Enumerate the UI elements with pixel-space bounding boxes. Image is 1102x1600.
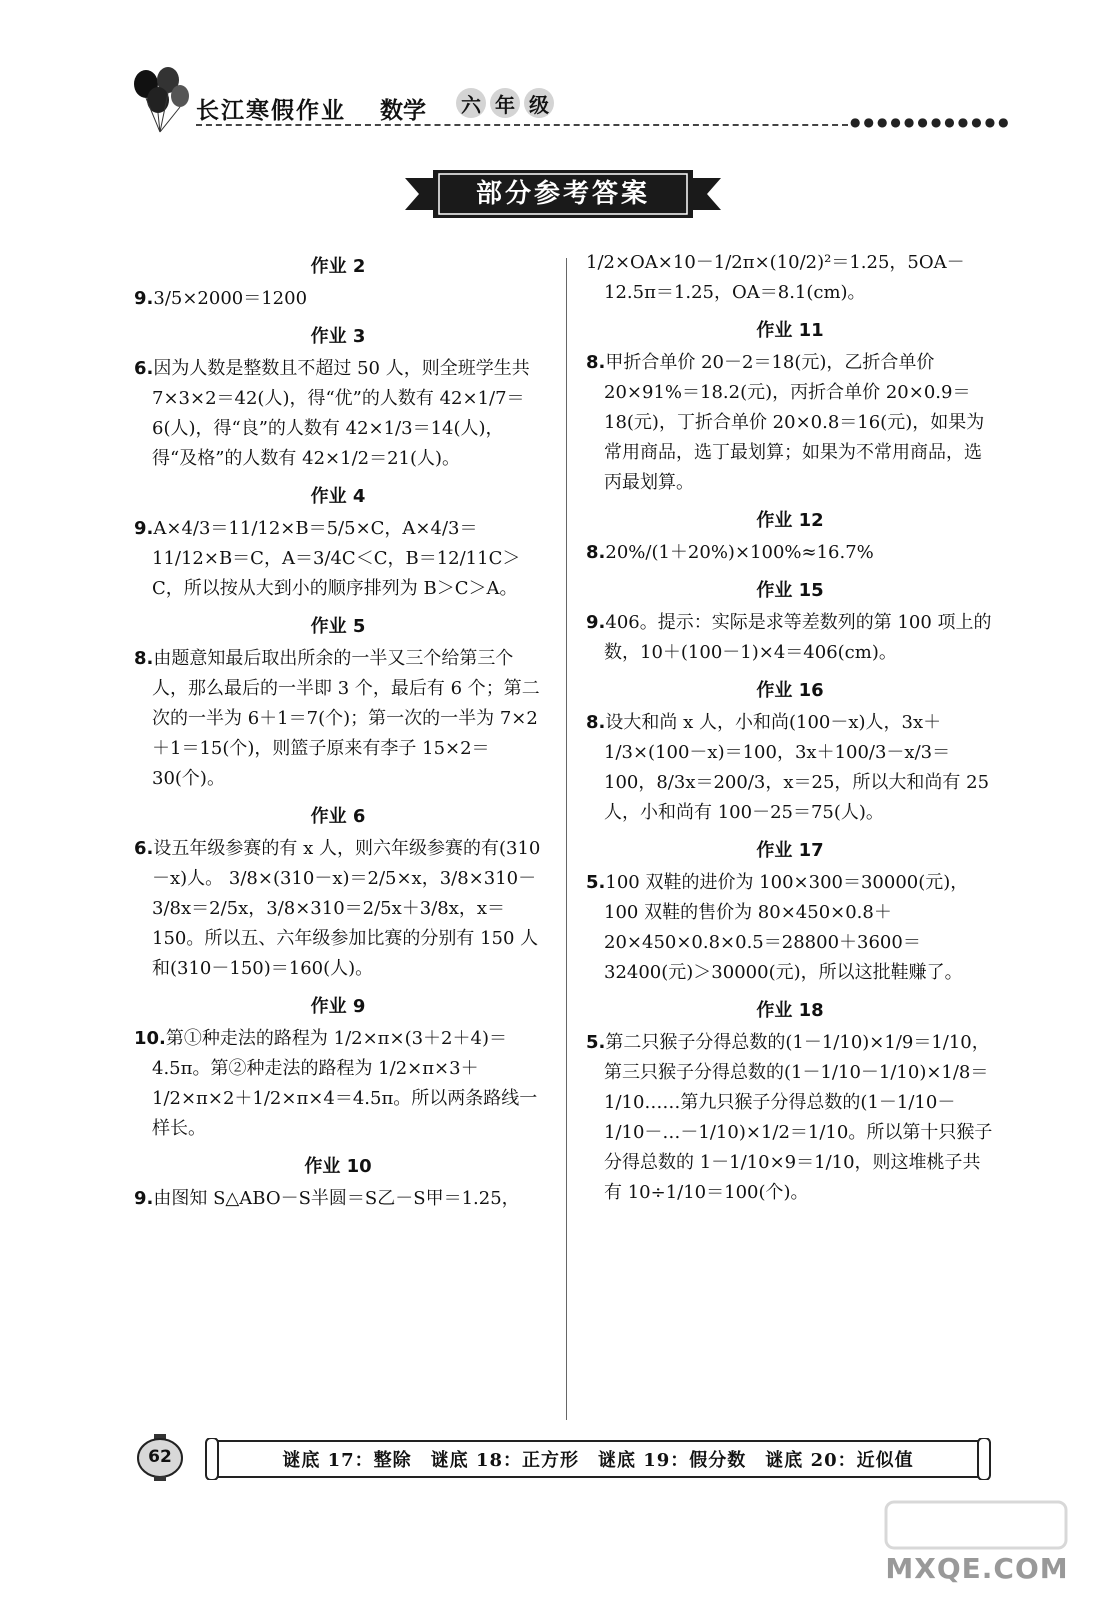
question-number: 6. — [134, 358, 154, 379]
answer-text: 406。提示：实际是求等差数列的第 100 项上的数，10＋(100－1)×4＝406(cm)。 — [604, 612, 992, 663]
grade-char: 六 — [456, 88, 486, 118]
homework-heading: 作业 10 — [304, 1156, 372, 1177]
question-number: 9. — [134, 1188, 154, 1209]
homework-heading: 作业 11 — [756, 320, 824, 341]
watermark-text: MXQE.COM — [885, 1552, 1069, 1585]
answer-item — [586, 608, 994, 668]
answer-item — [134, 1024, 542, 1144]
grade-char: 级 — [524, 88, 554, 118]
answer-text: 由图知 S△ABO－S半圆＝S乙－S甲＝1.25， — [153, 1188, 520, 1209]
homework-heading: 作业 2 — [310, 256, 366, 277]
answer-item — [586, 868, 994, 988]
answer-item — [586, 248, 994, 308]
answer-text: 设五年级参赛的有 x 人，则六年级参赛的有(310－x)人。 3/8×(310－x)＝2/5×x，3/8×310－3/8x＝2/5x，3/8×310＝2/5x＋3/8x，x＝150。所以五、六年级参加比赛的分别有 150 人和(310－150)＝160(人)。 — [152, 838, 541, 979]
answer-text: A×4/3＝11/12×B＝5/5×C，A×4/3＝11/12×B＝C，A＝3/4C＜C，B＝12/11C＞C，所以按从大到小的顺序排列为 B＞C＞A。 — [152, 518, 521, 599]
homework-heading: 作业 18 — [756, 1000, 824, 1021]
homework-heading: 作业 17 — [756, 840, 824, 861]
question-number: 10. — [134, 1028, 166, 1049]
homework-heading: 作业 5 — [310, 616, 366, 637]
question-number: 8. — [586, 542, 606, 563]
answer-text: 20%/(1＋20%)×100%≈16.7% — [605, 542, 874, 563]
column-divider — [566, 258, 567, 1420]
answer-text: 设大和尚 x 人，小和尚(100－x)人，3x＋1/3×(100－x)＝100，3x＋100/3－x/3＝100，8/3x＝200/3，x＝25，所以大和尚有 25 人，小和尚有 100－25＝75(人)。 — [604, 712, 990, 823]
answer-text: 第二只猴子分得总数的(1－1/10)×1/9＝1/10，第三只猴子分得总数的(1－1/10－1/10)×1/8＝1/10……第九只猴子分得总数的(1－1/10－1/10－…－1/10)×1/2＝1/10。所以第十只猴子分得总数的 1－1/10×9＝1/10，则这堆桃子共有 10÷1/10＝100(个)。 — [604, 1032, 993, 1203]
question-number: 9. — [134, 518, 154, 539]
answers-right-column — [586, 248, 994, 1216]
question-number: 9. — [586, 612, 606, 633]
header-divider — [196, 124, 848, 126]
answer-item — [134, 834, 542, 984]
question-number: 8. — [134, 648, 154, 669]
homework-heading: 作业 12 — [756, 510, 824, 531]
homework-heading: 作业 15 — [756, 580, 824, 601]
question-number: 8. — [586, 352, 606, 373]
answer-item — [134, 644, 542, 794]
question-number: 5. — [586, 1032, 606, 1053]
answer-item — [134, 1184, 542, 1214]
answer-item — [586, 538, 994, 568]
homework-heading: 作业 3 — [310, 326, 366, 347]
homework-heading: 作业 9 — [310, 996, 366, 1017]
answer-item — [586, 708, 994, 828]
answer-item — [586, 348, 994, 498]
answer-item — [134, 354, 542, 474]
answer-item — [586, 1028, 994, 1208]
answer-item — [134, 514, 542, 604]
question-number: 8. — [586, 712, 606, 733]
homework-heading: 作业 4 — [310, 486, 366, 507]
banner-title: 部分参考答案 — [475, 179, 650, 209]
page-number: 62 — [148, 1447, 172, 1467]
header-dots: ●●●●●●●●●●●● — [850, 115, 1012, 129]
subject-label: 数学 — [380, 98, 426, 124]
answer-text: 因为人数是整数且不超过 50 人，则全班学生共 7×3×2＝42(人)，得“优”的人数有 42×1/7＝6(人)，得“良”的人数有 42×1/3＝14(人)，得“及格”的人数有 42×1/2＝21(人)。 — [152, 358, 530, 469]
question-number: 5. — [586, 872, 606, 893]
book-title: 长江寒假作业 — [196, 98, 346, 124]
homework-heading: 作业 6 — [310, 806, 366, 827]
balloons-logo-icon — [130, 66, 194, 136]
answers-left-column — [134, 248, 542, 1222]
grade-label — [456, 88, 554, 122]
answer-text: 1/2×OA×10－1/2π×(10/2)²＝1.25，5OA－12.5π＝1.25，OA＝8.1(cm)。 — [586, 252, 965, 303]
answer-text: 甲折合单价 20－2＝18(元)，乙折合单价 20×91%＝18.2(元)，丙折合单价 20×0.9＝18(元)，丁折合单价 20×0.8＝16(元)，如果为常用商品，选丁最划算；如果为不常用商品，选丙最划算。 — [604, 352, 985, 493]
question-number: 6. — [134, 838, 154, 859]
grade-char: 年 — [490, 88, 520, 118]
answer-text: 第①种走法的路程为 1/2×π×(3＋2＋4)＝4.5π。第②种走法的路程为 1/2×π×3＋1/2×π×2＋1/2×π×4＝4.5π。所以两条路线一样长。 — [152, 1028, 538, 1139]
answer-item — [134, 284, 542, 314]
question-number: 9. — [134, 288, 154, 309]
answer-text: 由题意知最后取出所余的一半又三个给第三个人，那么最后的一半即 3 个，最后有 6 个；第二次的一半为 6＋1＝7(个)；第一次的一半为 7×2＋1＝15(个)，则篮子原来有李子 15×2＝30(个)。 — [152, 648, 540, 789]
answer-text: 100 双鞋的进价为 100×300＝30000(元)，100 双鞋的售价为 80×450×0.8＋20×450×0.8×0.5＝28800＋3600＝32400(元)＞30000(元)，所以这批鞋赚了。 — [604, 872, 969, 983]
homework-heading: 作业 16 — [756, 680, 824, 701]
answer-text: 3/5×2000＝1200 — [153, 288, 308, 309]
riddle-answers: 谜底 17：整除 谜底 18：正方形 谜底 19：假分数 谜底 20：近似值 — [282, 1450, 914, 1471]
